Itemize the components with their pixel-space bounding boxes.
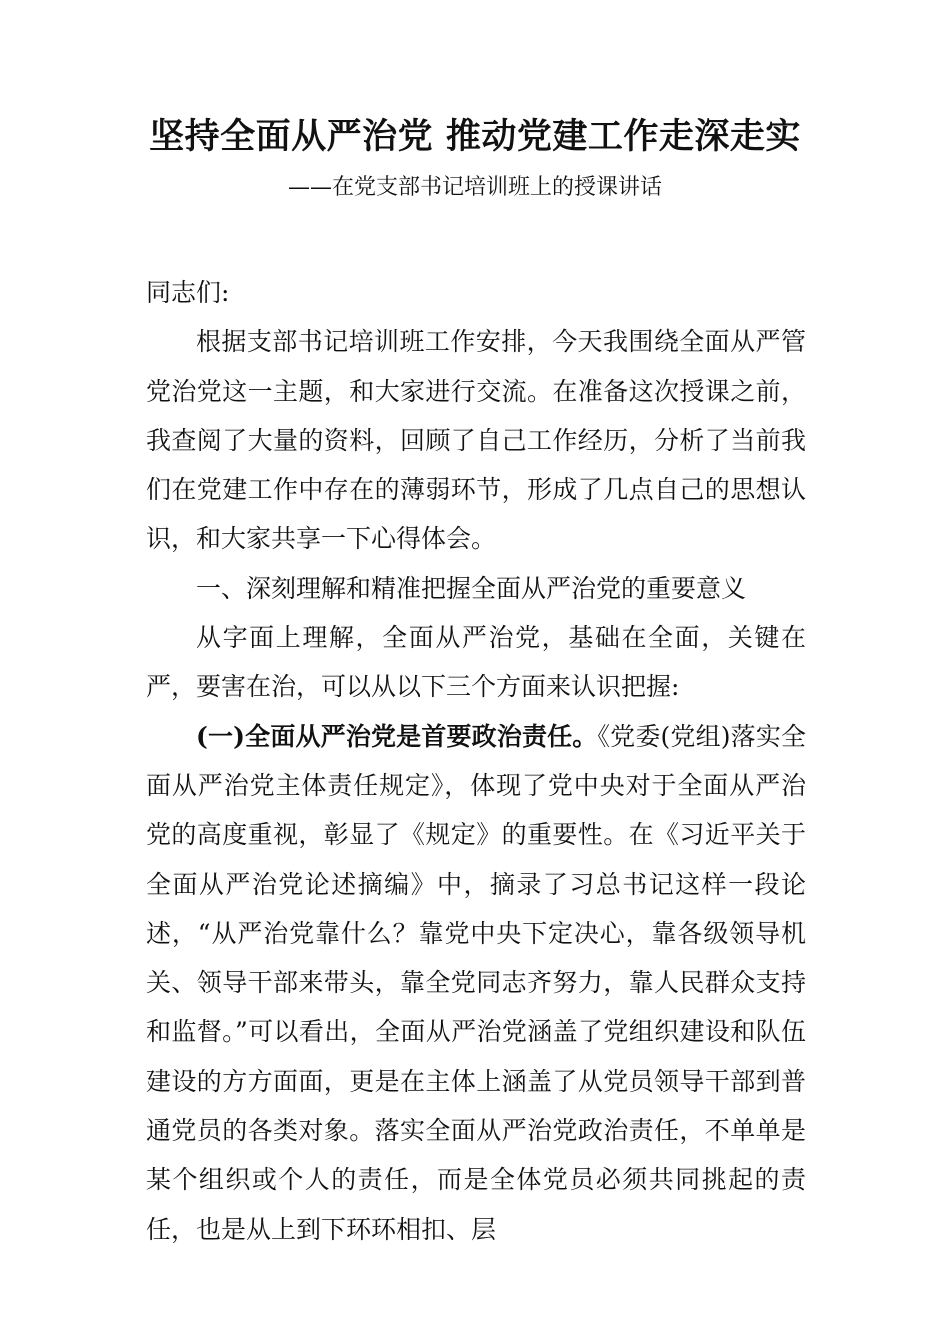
- paragraph-intro: 根据支部书记培训班工作安排，今天我围绕全面从严管党治党这一主题，和大家进行交流。在准备这次授课之前，我查阅了大量的资料，回顾了自己工作经历，分析了当前我们在党建工作中存在的薄弱环节，形成了几点自己的思想认识，和大家共享一下心得体会。: [146, 327, 806, 554]
- point-1-text: 《党委(党组)落实全面从严治党主体责任规定》，体现了党中央对于全面从严治党的高度重视，彰显了《规定》的重要性。在《习近平关于全面从严治党论述摘编》中，摘录了习总书记这样一段论述，“从严治党靠什么？靠党中央下定决心，靠各级领导机关、领导干部来带头，靠全党同志齐努力，靠人民群众支持和监督。”可以看出，全面从严治党涵盖了党组织建设和队伍建设的方方面面，更是在主体上涵盖了从党员领导干部到普通党员的各类对象。落实全面从严治党政治责任，不单单是某个组织或个人的责任，而是全体党员必须共同挑起的责任，也是从上到下环环相扣、层: [146, 721, 806, 1244]
- point-1-lead: (一)全面从严治党是首要政治责任。: [196, 721, 598, 751]
- paragraph-point-1: [146, 712, 806, 1254]
- document-body: [146, 268, 806, 1254]
- paragraph-understanding: 从字面上理解，全面从严治党，基础在全面，关键在严，要害在治，可以从以下三个方面来认识把握:: [146, 623, 806, 702]
- document-title: 坚持全面从严治党 推动党建工作走深走实: [149, 117, 801, 157]
- document-subtitle: ——在党支部书记培训班上的授课讲话: [287, 175, 662, 200]
- section-heading-1: 一、深刻理解和精准把握全面从严治党的重要意义: [196, 573, 747, 603]
- salutation: 同志们:: [146, 278, 230, 307]
